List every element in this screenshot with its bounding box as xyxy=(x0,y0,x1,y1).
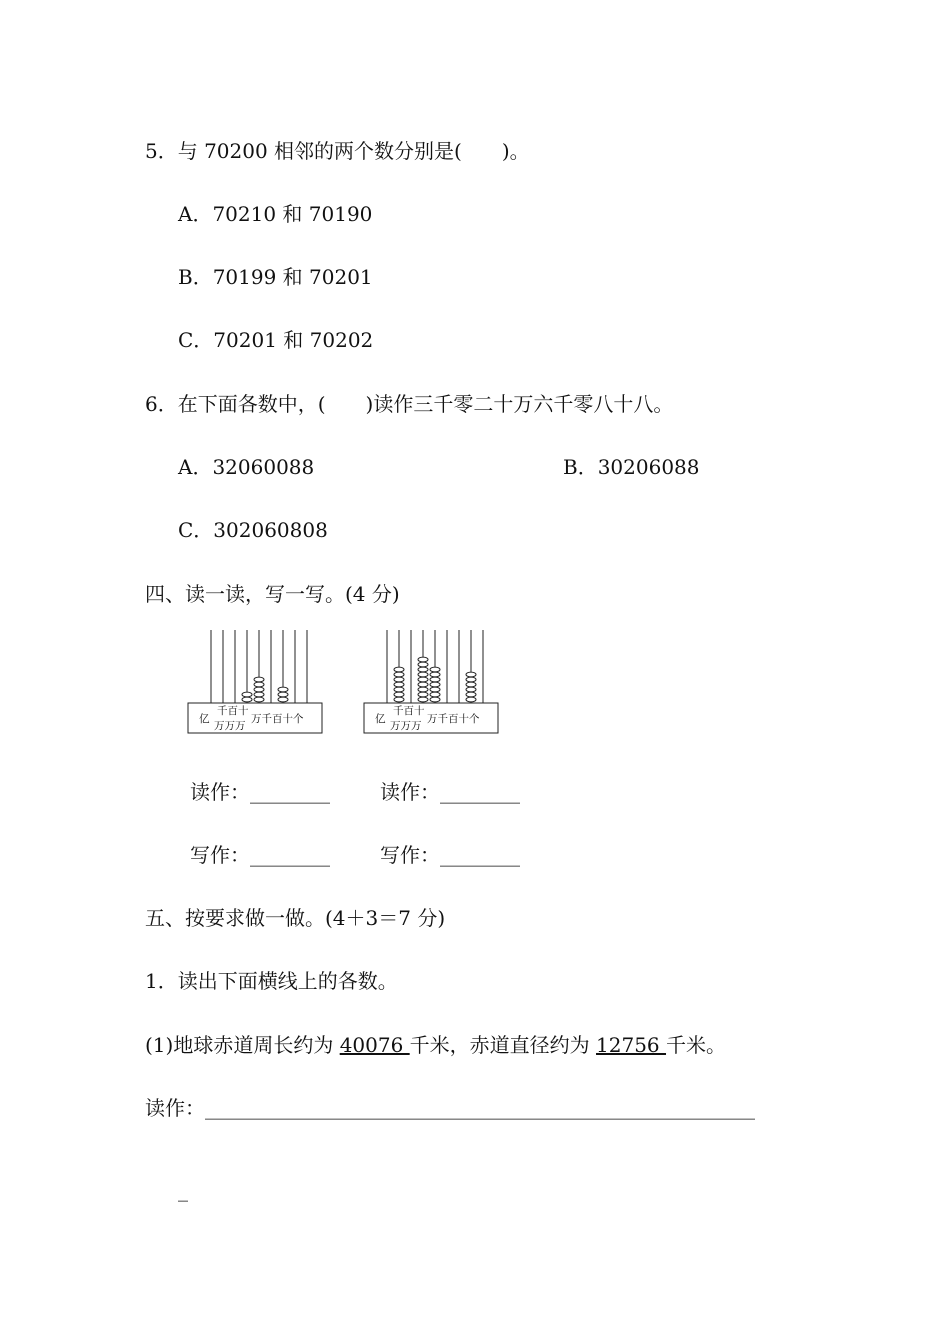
abacus-bead xyxy=(278,697,288,702)
abacus-2 xyxy=(361,628,503,736)
sub1-prefix: (1)地球赤道周长约为 xyxy=(145,1033,340,1057)
sub1-suffix: 千米。 xyxy=(666,1033,727,1057)
abacus-bead xyxy=(242,697,252,702)
abacus-bead xyxy=(430,697,440,702)
read-answer-2: 读作：________ xyxy=(380,780,520,804)
abacus-bead xyxy=(254,682,264,687)
abacus-bead xyxy=(466,692,476,697)
read-blank: _______________________________________________________ xyxy=(205,1096,755,1120)
abacus-bead xyxy=(254,677,264,682)
abacus-label-top: 千百十 xyxy=(393,705,425,717)
abacus-bead xyxy=(394,692,404,697)
q6-stem: 6．在下面各数中，( )读作三千零二十万六千零八十八。 xyxy=(145,392,674,416)
abacus-label-bottom: 万万万 xyxy=(214,720,246,732)
abacus-bead xyxy=(418,662,428,667)
abacus-bead xyxy=(418,667,428,672)
read-answer-1: 读作：________ xyxy=(190,780,330,804)
abacus-bead xyxy=(430,667,440,672)
section4-title: 四、读一读，写一写。(4 分) xyxy=(145,582,400,606)
abacus-bead xyxy=(394,687,404,692)
abacus-bead xyxy=(242,692,252,697)
abacus-bead xyxy=(430,687,440,692)
sub1-number-2: 12756 xyxy=(596,1033,667,1057)
read-label: 读作： xyxy=(145,1096,205,1120)
abacus-1 xyxy=(185,628,327,736)
abacus-bead xyxy=(466,672,476,677)
q6-option-a: A．32060088 xyxy=(178,455,315,479)
sub1-number-1: 40076 xyxy=(339,1033,410,1057)
abacus-bead xyxy=(278,692,288,697)
abacus-bead xyxy=(418,687,428,692)
abacus-bead xyxy=(418,692,428,697)
abacus-bead xyxy=(418,657,428,662)
abacus-bead xyxy=(394,697,404,702)
abacus-bead xyxy=(418,677,428,682)
write-answer-1: 写作：________ xyxy=(190,843,330,867)
abacus-bead xyxy=(278,687,288,692)
abacus-label-rest: 万千百十个 xyxy=(251,713,304,725)
abacus-bead xyxy=(430,677,440,682)
section5-title: 五、按要求做一做。(4＋3＝7 分) xyxy=(145,906,446,930)
q5-option-c: C．70201 和 70202 xyxy=(178,328,374,352)
q5-option-b: B．70199 和 70201 xyxy=(178,265,373,289)
abacus-label-bottom: 万万万 xyxy=(390,720,422,732)
q6-option-c: C．302060808 xyxy=(178,518,328,542)
abacus-bead xyxy=(466,682,476,687)
abacus-bead xyxy=(418,697,428,702)
q5-stem: 5．与 70200 相邻的两个数分别是( )。 xyxy=(145,139,530,163)
abacus-bead xyxy=(394,667,404,672)
section5-read-line xyxy=(145,1094,755,1122)
q5-option-a: A．70210 和 70190 xyxy=(178,202,373,226)
abacus-bead xyxy=(254,697,264,702)
abacus-bead xyxy=(430,692,440,697)
sub1-mid: 千米，赤道直径约为 xyxy=(409,1033,597,1057)
abacus-label-rest: 万千百十个 xyxy=(427,713,480,725)
abacus-bead xyxy=(394,677,404,682)
abacus-bead xyxy=(466,677,476,682)
abacus-bead xyxy=(430,672,440,677)
abacus-bead xyxy=(430,682,440,687)
write-answer-2: 写作：________ xyxy=(380,843,520,867)
abacus-bead xyxy=(254,692,264,697)
q6-option-b: B．30206088 xyxy=(563,455,700,479)
abacus-bead xyxy=(394,672,404,677)
abacus-label-yi: 亿 xyxy=(199,713,210,725)
read-continuation: _ xyxy=(178,1178,188,1202)
section5-sub1 xyxy=(145,1031,726,1059)
abacus-bead xyxy=(418,672,428,677)
abacus-label-top: 千百十 xyxy=(217,705,249,717)
abacus-bead xyxy=(466,697,476,702)
abacus-bead xyxy=(466,687,476,692)
abacus-label-yi: 亿 xyxy=(375,713,386,725)
abacus-bead xyxy=(394,682,404,687)
abacus-bead xyxy=(254,687,264,692)
abacus-bead xyxy=(418,682,428,687)
section5-q1: 1．读出下面横线上的各数。 xyxy=(145,969,398,993)
